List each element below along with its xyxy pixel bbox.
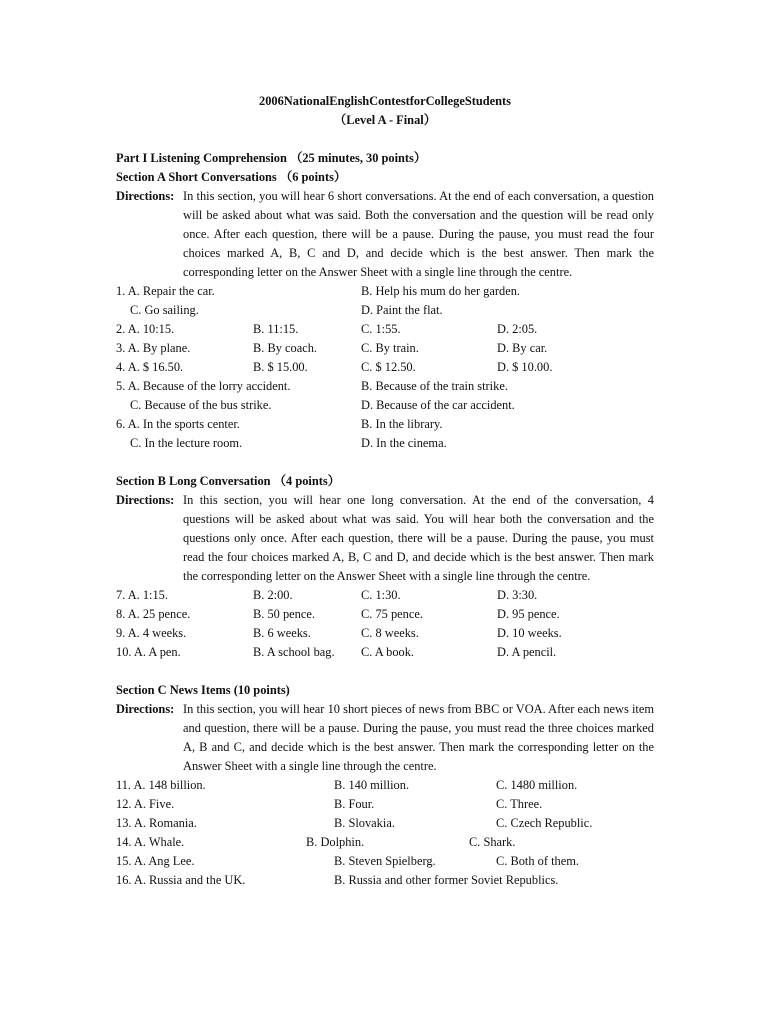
- choice: C. Because of the bus strike.: [130, 398, 272, 412]
- section-header: Section B Long Conversation （4 points）: [116, 474, 341, 488]
- choice: C. A book.: [361, 645, 415, 659]
- part-header: Part I Listening Comprehension （25 minutes, 30 points）: [116, 151, 427, 165]
- spacer: [116, 453, 654, 472]
- choice: C. $ 12.50.: [361, 360, 416, 374]
- choice: 16. A. Russia and the UK.: [116, 873, 246, 887]
- choice: B. Russia and other former Soviet Republics.: [334, 873, 559, 887]
- choice: B. In the library.: [361, 417, 443, 431]
- document-subtitle: （Level A - Final）: [333, 113, 437, 127]
- question-row: [116, 377, 654, 396]
- section-a: [116, 168, 654, 453]
- directions: [116, 187, 654, 282]
- choice: D. 2:05.: [497, 322, 538, 336]
- question-row: [116, 871, 654, 890]
- directions: [116, 491, 654, 586]
- choice: 12. A. Five.: [116, 797, 175, 811]
- directions-text: In this section, you will hear one long conversation. At the end of the conversation, 4 questions will be asked about what was said. You will hear both the conversation and the questions only once. After each question, there will be a pause. During the pause, you must read the four choices marked A, B, C and D, and decide which is the best answer. Then mark the corresponding letter on the Answer Sheet with a single line through the centre.: [183, 493, 654, 583]
- choice: C. 75 pence.: [361, 607, 423, 621]
- choice: C. By train.: [361, 341, 419, 355]
- choice: 6. A. In the sports center.: [116, 417, 240, 431]
- choice: C. Both of them.: [496, 854, 579, 868]
- choice: B. Because of the train strike.: [361, 379, 508, 393]
- choice: C. Shark.: [469, 835, 516, 849]
- choice: B. Four.: [334, 797, 375, 811]
- spacer: [116, 662, 654, 681]
- question-row: [116, 624, 654, 643]
- directions-text: In this section, you will hear 6 short conversations. At the end of each conversation, a question will be asked about what was said. Both the conversation and the question will be read only once. After each question, there will be a pause. During the pause, you must read the four choices marked A, B, C and D, and decide which is the best answer. Then mark the corresponding letter on the Answer Sheet with a single line through the centre.: [183, 189, 654, 279]
- choice: C. Three.: [496, 797, 543, 811]
- directions-label: Directions:: [116, 702, 175, 716]
- question-row: [116, 643, 654, 662]
- section-c: [116, 681, 654, 890]
- choice: 1. A. Repair the car.: [116, 284, 215, 298]
- choice: B. $ 15.00.: [253, 360, 308, 374]
- choice: B. 11:15.: [253, 322, 299, 336]
- choice: C. Czech Republic.: [496, 816, 593, 830]
- choice: 8. A. 25 pence.: [116, 607, 191, 621]
- choice: D. 10 weeks.: [497, 626, 562, 640]
- choice: 10. A. A pen.: [116, 645, 181, 659]
- choice: 13. A. Romania.: [116, 816, 197, 830]
- question-row: [116, 282, 654, 301]
- directions-text: In this section, you will hear 10 short pieces of news from BBC or VOA. After each news item and question, there will be a pause. During the pause, you must read the three choices marked A, B and C, and decide which is the best answer. Then mark the corresponding letter on the Answer Sheet with a single line through the centre.: [183, 702, 654, 773]
- choice: B. Slovakia.: [334, 816, 395, 830]
- choice: B. Dolphin.: [306, 835, 365, 849]
- choice: B. 140 million.: [334, 778, 410, 792]
- section-b: [116, 472, 654, 662]
- question-row: [116, 434, 654, 453]
- question-row: [116, 415, 654, 434]
- choice: D. 3:30.: [497, 588, 538, 602]
- choice: B. By coach.: [253, 341, 318, 355]
- question-row: [116, 586, 654, 605]
- choice: D. In the cinema.: [361, 436, 447, 450]
- choice: 5. A. Because of the lorry accident.: [116, 379, 291, 393]
- choice: 7. A. 1:15.: [116, 588, 168, 602]
- choice: B. Help his mum do her garden.: [361, 284, 520, 298]
- question-row: [116, 795, 654, 814]
- choice: C. 8 weeks.: [361, 626, 419, 640]
- question-row: [116, 852, 654, 871]
- question-row: [116, 396, 654, 415]
- choice: B. Steven Spielberg.: [334, 854, 436, 868]
- choice: C. 1:30.: [361, 588, 401, 602]
- directions-label: Directions:: [116, 493, 175, 507]
- question-row: [116, 814, 654, 833]
- question-row: [116, 358, 654, 377]
- choice: D. $ 10.00.: [497, 360, 553, 374]
- question-row: [116, 833, 654, 852]
- choice: C. In the lecture room.: [130, 436, 243, 450]
- section-header: Section C News Items (10 points): [116, 683, 290, 697]
- choice: D. Because of the car accident.: [361, 398, 515, 412]
- choice: C. 1:55.: [361, 322, 401, 336]
- choice: 9. A. 4 weeks.: [116, 626, 187, 640]
- question-row: [116, 605, 654, 624]
- choice: 2. A. 10:15.: [116, 322, 175, 336]
- choice: 15. A. Ang Lee.: [116, 854, 195, 868]
- choice: C. 1480 million.: [496, 778, 578, 792]
- question-row: [116, 301, 654, 320]
- choice: B. 2:00.: [253, 588, 293, 602]
- choice: 14. A. Whale.: [116, 835, 185, 849]
- choice: D. By car.: [497, 341, 548, 355]
- section-header: Section A Short Conversations （6 points）: [116, 170, 347, 184]
- question-row: [116, 320, 654, 339]
- choice: D. A pencil.: [497, 645, 557, 659]
- choice: C. Go sailing.: [130, 303, 199, 317]
- choice: 3. A. By plane.: [116, 341, 191, 355]
- directions: [116, 700, 654, 776]
- question-row: [116, 339, 654, 358]
- question-row: [116, 776, 654, 795]
- choice: D. Paint the flat.: [361, 303, 443, 317]
- choice: 11. A. 148 billion.: [116, 778, 206, 792]
- choice: B. 6 weeks.: [253, 626, 311, 640]
- exam-page: [116, 92, 654, 890]
- choice: B. 50 pence.: [253, 607, 315, 621]
- choice: D. 95 pence.: [497, 607, 560, 621]
- choice: 4. A. $ 16.50.: [116, 360, 184, 374]
- choice: B. A school bag.: [253, 645, 335, 659]
- directions-label: Directions:: [116, 189, 175, 203]
- document-title: 2006NationalEnglishContestforCollegeStudents: [259, 94, 511, 108]
